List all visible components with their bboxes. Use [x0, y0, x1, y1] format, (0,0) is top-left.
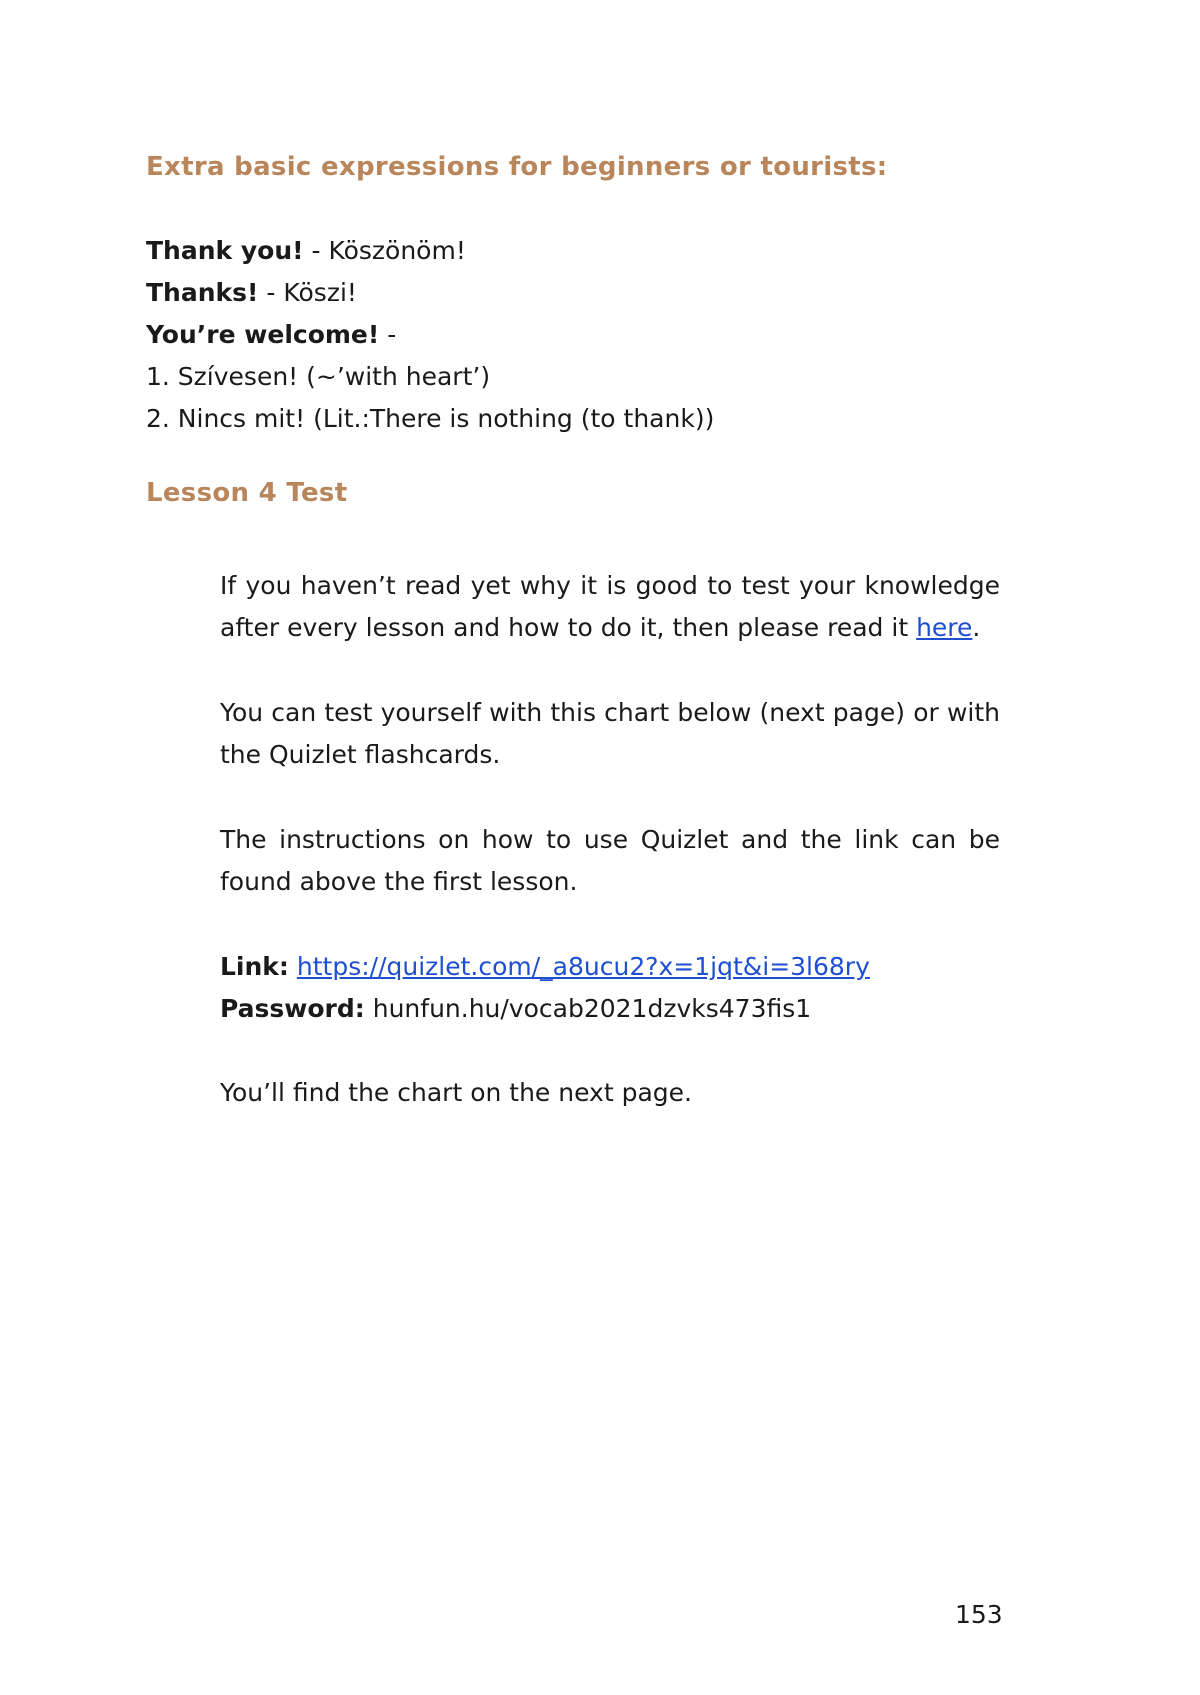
lesson-test-heading: Lesson 4 Test: [146, 478, 348, 508]
test-intro-end: .: [972, 613, 981, 642]
expression-separator: -: [303, 236, 329, 265]
page-number: 153: [955, 1600, 1003, 1629]
expression-english: You’re welcome!: [146, 320, 380, 349]
expression-separator: -: [258, 278, 284, 307]
expression-hungarian: Köszi!: [283, 278, 357, 307]
test-intro-paragraph: [220, 565, 1000, 649]
password-label: Password:: [220, 994, 365, 1023]
quizlet-link[interactable]: https://quizlet.com/_a8ucu2?x=1jqt&i=3l68ry: [296, 952, 870, 981]
closing-line: You’ll find the chart on the next page.: [220, 1078, 692, 1107]
test-chart-paragraph: You can test yourself with this chart below (next page) or with the Quizlet flashcards.: [220, 698, 1000, 769]
password-line: [220, 994, 811, 1024]
expression-hungarian: Köszönöm!: [328, 236, 466, 265]
password-value: hunfun.hu/vocab2021dzvks473fis1: [372, 994, 812, 1023]
welcome-option-2: 2. Nincs mit! (Lit.:There is nothing (to thank)): [146, 404, 715, 433]
here-link[interactable]: here: [916, 613, 973, 642]
expression-english: Thank you!: [146, 236, 304, 265]
expressions-heading: Extra basic expressions for beginners or tourists:: [146, 152, 888, 182]
welcome-option-1: 1. Szívesen! (~’with heart’): [146, 362, 491, 391]
link-label: Link:: [220, 952, 289, 981]
expression-thank-you: [146, 236, 466, 266]
expression-thanks: [146, 278, 357, 308]
expression-separator: -: [379, 320, 397, 349]
quizlet-instructions-paragraph: The instructions on how to use Quizlet and the link can be found above the first lesson.: [220, 825, 1000, 896]
test-intro-text: If you haven’t read yet why it is good to test your knowledge after every lesson and how to do it, then please read it: [220, 571, 1000, 642]
quizlet-link-line: [220, 952, 870, 982]
expression-youre-welcome: [146, 320, 396, 350]
expression-english: Thanks!: [146, 278, 259, 307]
